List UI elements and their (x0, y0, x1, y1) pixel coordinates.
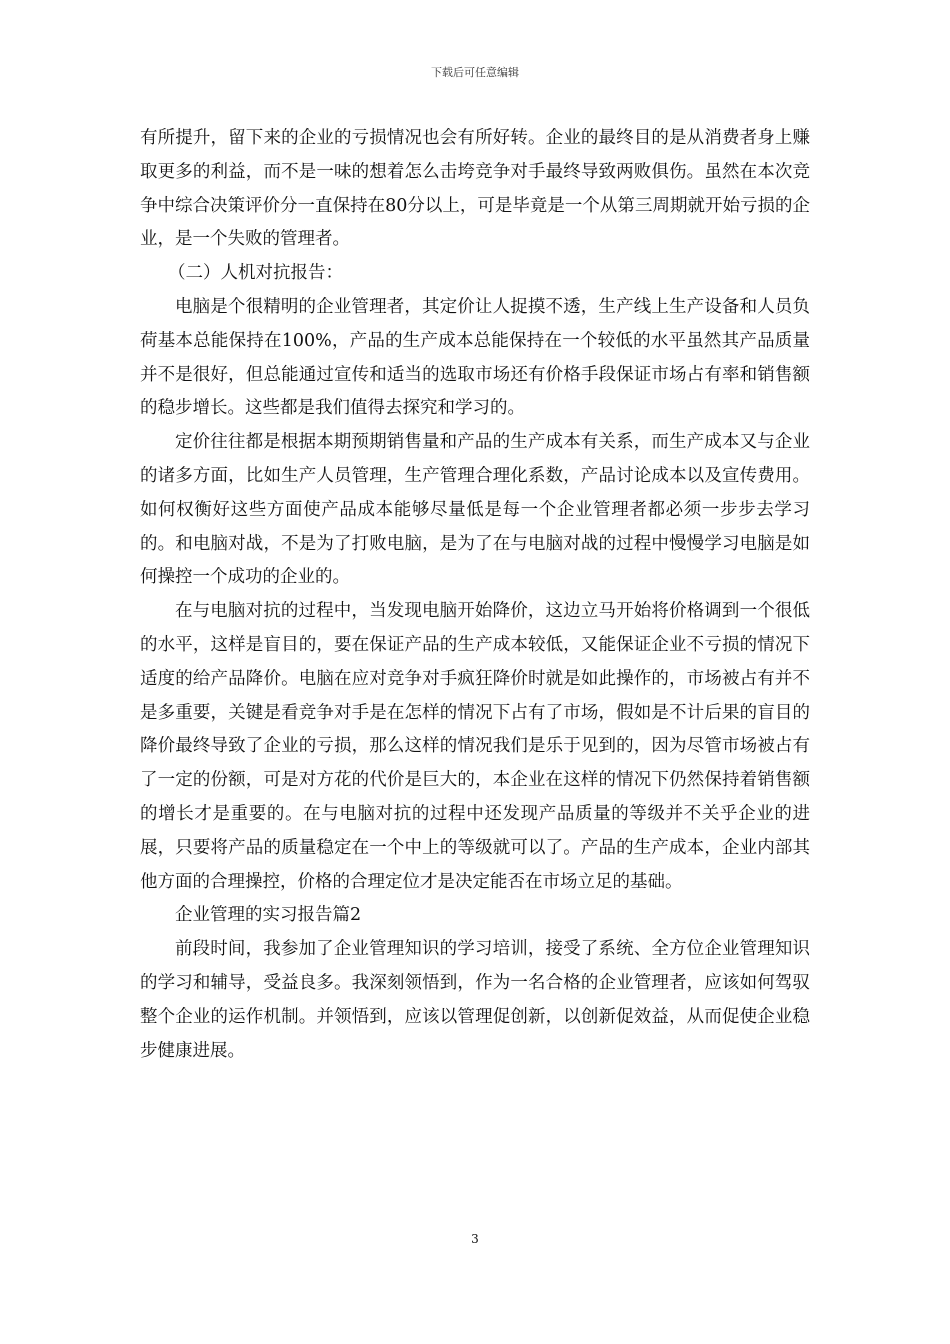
paragraph: 电脑是个很精明的企业管理者，其定价让人捉摸不透，生产线上生产设备和人员负荷基本总能保持在100%，产品的生产成本总能保持在一个较低的水平虽然其产品质量并不是很好，但总能通过宣传和适当的选取市场还有价格手段保证市场占有率和销售额的稳步增长。这些都是我们值得去探究和学习的。 (140, 296, 810, 419)
paragraph-continuation: 有所提升，留下来的企业的亏损情况也会有所好转。企业的最终目的是从消费者身上赚取更多的利益，而不是一味的想着怎么击垮竞争对手最终导致两败俱伤。虽然在本次竞争中综合决策评价分一直保持在80分以上，可是毕竟是一个从第三周期就开始亏损的企业，是一个失败的管理者。 (140, 128, 810, 250)
page-number: 3 (471, 1232, 479, 1246)
paragraph: 定价往往都是根据本期预期销售量和产品的生产成本有关系，而生产成本又与企业的诸多方面，比如生产人员管理，生产管理合理化系数，产品讨论成本以及宣传费用。如何权衡好这些方面使产品成本能够尽量低是每一个企业管理者都必须一步步去学习的。和电脑对战，不是为了打败电脑，是为了在与电脑对战的过程中慢慢学习电脑是如何操控一个成功的企业的。 (140, 432, 810, 588)
section-heading-report-2: 企业管理的实习报告篇2 (175, 905, 362, 926)
section-heading-human-computer: （二）人机对抗报告： (168, 263, 343, 284)
page-header: 下载后可任意编辑 (431, 66, 519, 79)
paragraph: 前段时间，我参加了企业管理知识的学习培训，接受了系统、全方位企业管理知识的学习和辅导，受益良多。我深刻领悟到，作为一名合格的企业管理者，应该如何驾驭整个企业的运作机制。并领悟到，应该以管理促创新，以创新促效益，从而促使企业稳步健康进展。 (140, 939, 810, 1061)
document-body (140, 122, 810, 1068)
paragraph: 在与电脑对抗的过程中，当发现电脑开始降价，这边立马开始将价格调到一个很低的水平，这样是盲目的，要在保证产品的生产成本较低，又能保证企业不亏损的情况下适度的给产品降价。电脑在应对竞争对手疯狂降价时就是如此操作的，市场被占有并不是多重要，关键是看竞争对手是在怎样的情况下占有了市场，假如是不计后果的盲目的降价最终导致了企业的亏损，那么这样的情况我们是乐于见到的，因为尽管市场被占有了一定的份额，可是对方花的代价是巨大的，本企业在这样的情况下仍然保持着销售额的增长才是重要的。在与电脑对抗的过程中还发现产品质量的等级并不关乎企业的进展，只要将产品的质量稳定在一个中上的等级就可以了。产品的生产成本，企业内部其他方面的合理操控，价格的合理定位才是决定能否在市场立足的基础。 (140, 601, 810, 892)
